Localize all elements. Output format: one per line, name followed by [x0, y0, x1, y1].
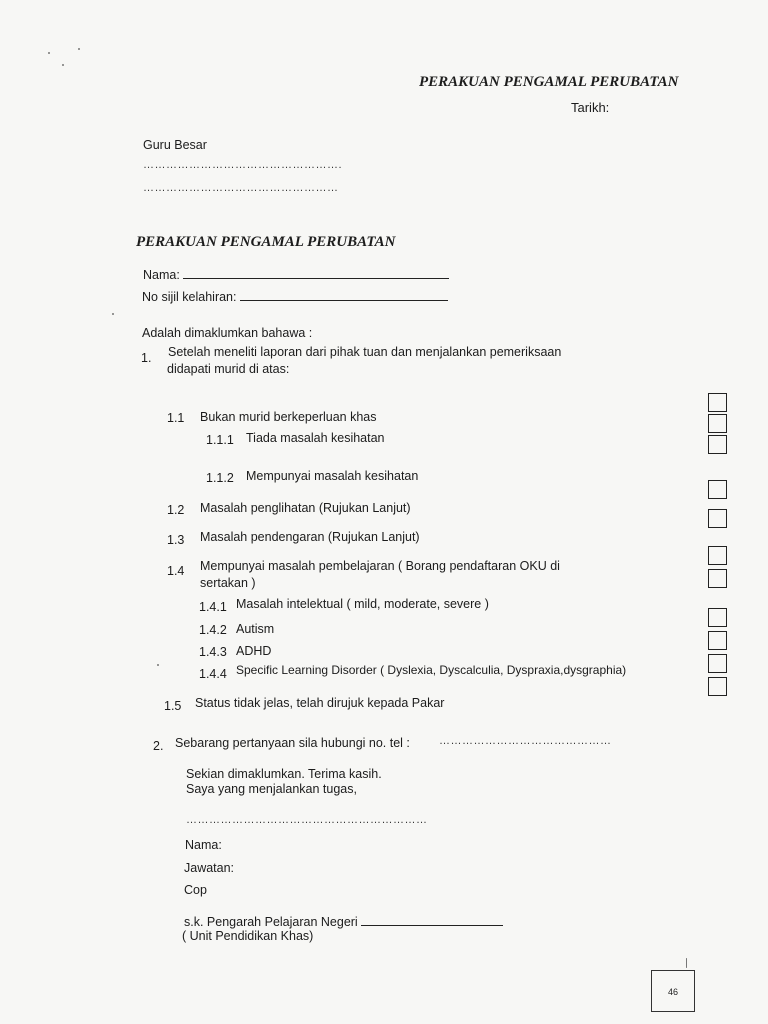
item-1-4-2-label: Autism	[236, 622, 275, 636]
closing-line2: Saya yang menjalankan tugas,	[186, 782, 357, 796]
item-1-4-4-number: 1.4.4	[199, 667, 227, 681]
officer-position-label: Jawatan:	[184, 861, 235, 875]
checkbox-1-4-3[interactable]	[708, 654, 727, 673]
item-1-4-number: 1.4	[167, 564, 185, 578]
form-heading: PERAKUAN PENGAMAL PERUBATAN	[136, 234, 396, 250]
cc-input-line[interactable]	[361, 913, 503, 926]
date-label: Tarikh:	[571, 100, 610, 115]
signature-line[interactable]: ………………………………………………………	[186, 814, 428, 826]
checkbox-1-4-2[interactable]	[708, 631, 727, 650]
intro-text: Adalah dimaklumkan bahawa :	[142, 326, 313, 340]
item-1-2-number: 1.2	[167, 503, 185, 517]
item-1-5-label: Status tidak jelas, telah dirujuk kepada Pakar	[195, 696, 445, 710]
checkbox-1-4[interactable]	[708, 546, 727, 565]
header-title: PERAKUAN PENGAMAL PERUBATAN	[419, 74, 679, 90]
item1-text-line1: Setelah meneliti laporan dari pihak tuan dan menjalankan pemeriksaan	[168, 345, 562, 359]
checkbox-1-4-sub[interactable]	[708, 569, 727, 588]
checkbox-1-1-2[interactable]	[708, 435, 727, 454]
item-1-4-3-number: 1.4.3	[199, 645, 227, 659]
item-1-5-number: 1.5	[164, 699, 182, 713]
item-1-1-2-label: Mempunyai masalah kesihatan	[246, 469, 419, 483]
addressee-title: Guru Besar	[143, 138, 207, 152]
closing-line1: Sekian dimaklumkan. Terima kasih.	[186, 767, 382, 781]
birth-cert-field	[142, 288, 448, 304]
scan-speck	[78, 48, 80, 50]
birth-cert-input-line[interactable]	[240, 288, 448, 301]
item-1-3-label: Masalah pendengaran (Rujukan Lanjut)	[200, 530, 420, 544]
item-1-4-4-label: Specific Learning Disorder ( Dyslexia, Dyscalculia, Dyspraxia,dysgraphia)	[236, 663, 627, 677]
item-1-4-1-label: Masalah intelektual ( mild, moderate, severe )	[236, 597, 489, 611]
item-1-4-3-label: ADHD	[236, 644, 272, 658]
checkbox-1-3[interactable]	[708, 509, 727, 528]
item-1-4-2-number: 1.4.2	[199, 623, 227, 637]
birth-cert-label: No sijil kelahiran:	[142, 290, 237, 304]
officer-name-label: Nama:	[185, 838, 222, 852]
item1-text-line2: didapati murid di atas:	[167, 362, 290, 376]
item2-text: Sebarang pertanyaan sila hubungi no. tel :	[175, 736, 410, 750]
item-1-1-number: 1.1	[167, 411, 185, 425]
checkbox-1-4-1[interactable]	[708, 608, 727, 627]
item-1-1-label: Bukan murid berkeperluan khas	[200, 410, 377, 424]
stamp-label: Cop	[184, 883, 207, 897]
phone-number-line[interactable]: ………………………………………	[439, 735, 612, 747]
scan-speck	[686, 958, 687, 968]
item-1-4-label-line2: sertakan )	[200, 576, 256, 590]
item-1-4-1-number: 1.4.1	[199, 600, 227, 614]
name-field	[143, 266, 449, 282]
page-number-box	[651, 970, 695, 1012]
item-1-4-label-line1: Mempunyai masalah pembelajaran ( Borang pendaftaran OKU di	[200, 559, 560, 573]
item1-number: 1.	[141, 351, 152, 365]
checkbox-1-4-4[interactable]	[708, 677, 727, 696]
scan-speck	[62, 64, 64, 66]
scan-speck	[157, 664, 159, 666]
item-1-1-1-number: 1.1.1	[206, 433, 234, 447]
name-input-line[interactable]	[183, 266, 449, 279]
item-1-1-2-number: 1.1.2	[206, 471, 234, 485]
checkbox-1-2[interactable]	[708, 480, 727, 499]
checkbox-1-1-1[interactable]	[708, 414, 727, 433]
name-label: Nama:	[143, 268, 180, 282]
item-1-2-label: Masalah penglihatan (Rujukan Lanjut)	[200, 501, 411, 515]
addressee-line-2: ……………………………………………	[143, 182, 339, 194]
item2-number: 2.	[153, 739, 164, 753]
scan-speck	[112, 313, 114, 315]
page-number: 46	[667, 987, 678, 997]
cc-line1	[184, 913, 503, 929]
item-1-1-1-label: Tiada masalah kesihatan	[246, 431, 385, 445]
checkbox-1-1[interactable]	[708, 393, 727, 412]
item-1-3-number: 1.3	[167, 533, 185, 547]
cc-line2: ( Unit Pendidikan Khas)	[182, 929, 314, 943]
scan-speck	[48, 52, 50, 54]
cc-recipient: s.k. Pengarah Pelajaran Negeri	[184, 915, 358, 929]
addressee-line-1: …………………………………………….	[143, 159, 343, 171]
